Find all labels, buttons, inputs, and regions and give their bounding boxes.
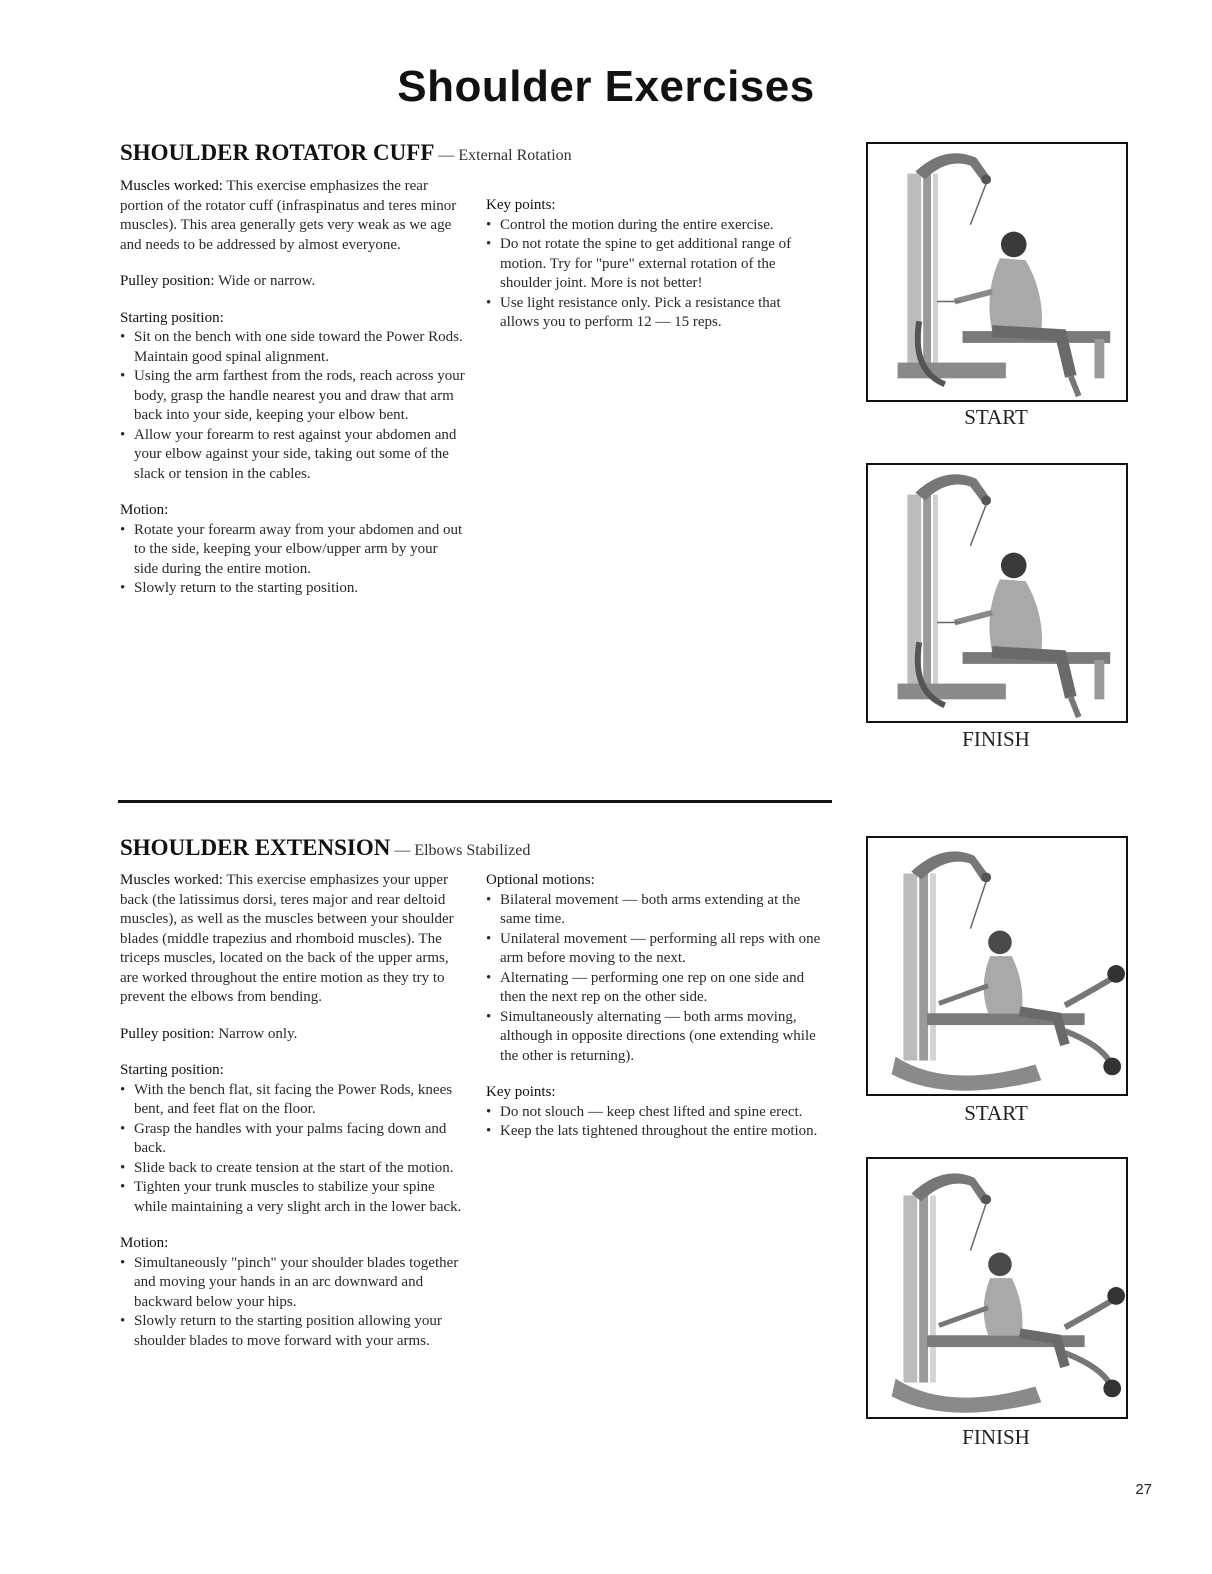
page-title: Shoulder Exercises: [397, 62, 815, 111]
muscles-text: This exercise emphasizes the rear portion of the rotator cuff (infraspinatus and teres minor muscles). This area generally gets very weak as we age and needs to be addressed by almost everyone.: [120, 178, 457, 253]
key-points-list: [486, 1103, 831, 1142]
motion-label: Motion:: [120, 502, 169, 518]
list-item: • Allow your forearm to rest against your abdomen and your elbow against your side, taking out some of the slack or tension in the cables.: [120, 426, 465, 485]
rotator-cuff-heading: [120, 140, 572, 166]
rotator-cuff-title: SHOULDER ROTATOR CUFF: [120, 140, 435, 165]
key-points-label: Key points:: [486, 1084, 556, 1100]
pulley-text: Wide or narrow.: [218, 273, 316, 289]
list-item: • Unilateral movement — performing all reps with one arm before moving to the next.: [486, 930, 831, 969]
list-item: • Grasp the handles with your palms facing down and back.: [120, 1120, 468, 1159]
list-item: • Simultaneously "pinch" your shoulder blades together and moving your hands in an arc downward and backward below your hips.: [120, 1254, 468, 1313]
rotator-cuff-right-column: [486, 196, 821, 350]
list-item: • Control the motion during the entire exercise.: [486, 216, 821, 236]
rotator-cuff-subtitle: — External Rotation: [438, 147, 572, 164]
list-item: • Do not slouch — keep chest lifted and spine erect.: [486, 1103, 831, 1123]
gym-machine-illustration: [868, 144, 1126, 400]
list-item: • Use light resistance only. Pick a resistance that allows you to perform 12 — 15 reps.: [486, 294, 821, 333]
optional-motions-label: Optional motions:: [486, 872, 595, 888]
extension-finish-photo: [866, 1157, 1128, 1419]
key-points-label: Key points:: [486, 197, 556, 213]
optional-motions-list: [486, 891, 831, 1067]
extension-left-column: [120, 871, 468, 1368]
list-item: • Simultaneously alternating — both arms moving, although in opposite directions (one extending while the other is returning).: [486, 1008, 831, 1067]
rotator-cuff-left-column: [120, 177, 465, 616]
muscles-label: Muscles worked:: [120, 872, 223, 888]
extension-title: SHOULDER EXTENSION: [120, 835, 391, 860]
rotator-cuff-finish-photo: [866, 463, 1128, 723]
list-item: • Bilateral movement — both arms extending at the same time.: [486, 891, 831, 930]
extension-muscles: [120, 871, 468, 1008]
list-item: • Slowly return to the starting position allowing your shoulder blades to move forward with your arms.: [120, 1312, 468, 1351]
starting-position-label: Starting position:: [120, 309, 224, 326]
starting-position-list: [120, 1081, 468, 1218]
rotator-cuff-start-photo: [866, 142, 1128, 402]
extension-start-photo: [866, 836, 1128, 1096]
rotator-cuff-start-caption: START: [964, 405, 1028, 429]
motion-list: [120, 521, 465, 599]
list-item: • Do not rotate the spine to get additional range of motion. Try for "pure" external rotation of the shoulder joint. More is not better!: [486, 235, 821, 294]
gym-machine-illustration: [868, 838, 1126, 1094]
starting-position-label: Starting position:: [120, 1062, 224, 1078]
gym-machine-illustration: [868, 465, 1126, 721]
extension-heading: [120, 835, 530, 861]
section-divider: [118, 800, 832, 803]
rotator-cuff-muscles: [120, 177, 465, 255]
extension-subtitle: — Elbows Stabilized: [394, 842, 531, 859]
muscles-label: Muscles worked:: [120, 178, 223, 194]
pulley-label: Pulley position:: [120, 1025, 215, 1042]
list-item: • Using the arm farthest from the rods, reach across your body, grasp the handle nearest you and draw that arm back into your side, keeping your elbow bent.: [120, 367, 465, 426]
list-item: • Slowly return to the starting position.: [120, 579, 465, 599]
pulley-label: Pulley position:: [120, 273, 215, 289]
muscles-text: This exercise emphasizes your upper back (the latissimus dorsi, teres major and rear deltoid muscles), as well as the muscles between your shoulder blades (middle trapezius and rhomboid muscles). The triceps muscles, located on the back of the upper arms, are worked throughout the entire motion as they try to prevent the elbows from bending.: [120, 872, 454, 1005]
extension-finish-caption: FINISH: [962, 1425, 1030, 1449]
extension-right-column: [486, 871, 831, 1159]
list-item: • Rotate your forearm away from your abdomen and out to the side, keeping your elbow/upper arm by your side during the entire motion.: [120, 521, 465, 580]
list-item: • Sit on the bench with one side toward the Power Rods. Maintain good spinal alignment.: [120, 328, 465, 367]
page-number: 27: [1135, 1481, 1152, 1498]
extension-pulley: [120, 1025, 468, 1045]
starting-position-list: [120, 328, 465, 484]
rotator-cuff-pulley: [120, 272, 465, 292]
gym-machine-illustration: [868, 1159, 1126, 1417]
pulley-text: Narrow only.: [218, 1025, 298, 1042]
motion-list: [120, 1254, 468, 1352]
list-item: • Keep the lats tightened throughout the entire motion.: [486, 1122, 831, 1142]
motion-label: Motion:: [120, 1235, 169, 1251]
key-points-list: [486, 216, 821, 333]
list-item: • With the bench flat, sit facing the Power Rods, knees bent, and feet flat on the floor.: [120, 1081, 468, 1120]
list-item: • Slide back to create tension at the start of the motion.: [120, 1159, 468, 1179]
list-item: • Tighten your trunk muscles to stabilize your spine while maintaining a very slight arch in the lower back.: [120, 1178, 468, 1217]
rotator-cuff-finish-caption: FINISH: [962, 727, 1030, 751]
extension-start-caption: START: [964, 1101, 1028, 1125]
list-item: • Alternating — performing one rep on one side and then the next rep on the other side.: [486, 969, 831, 1008]
